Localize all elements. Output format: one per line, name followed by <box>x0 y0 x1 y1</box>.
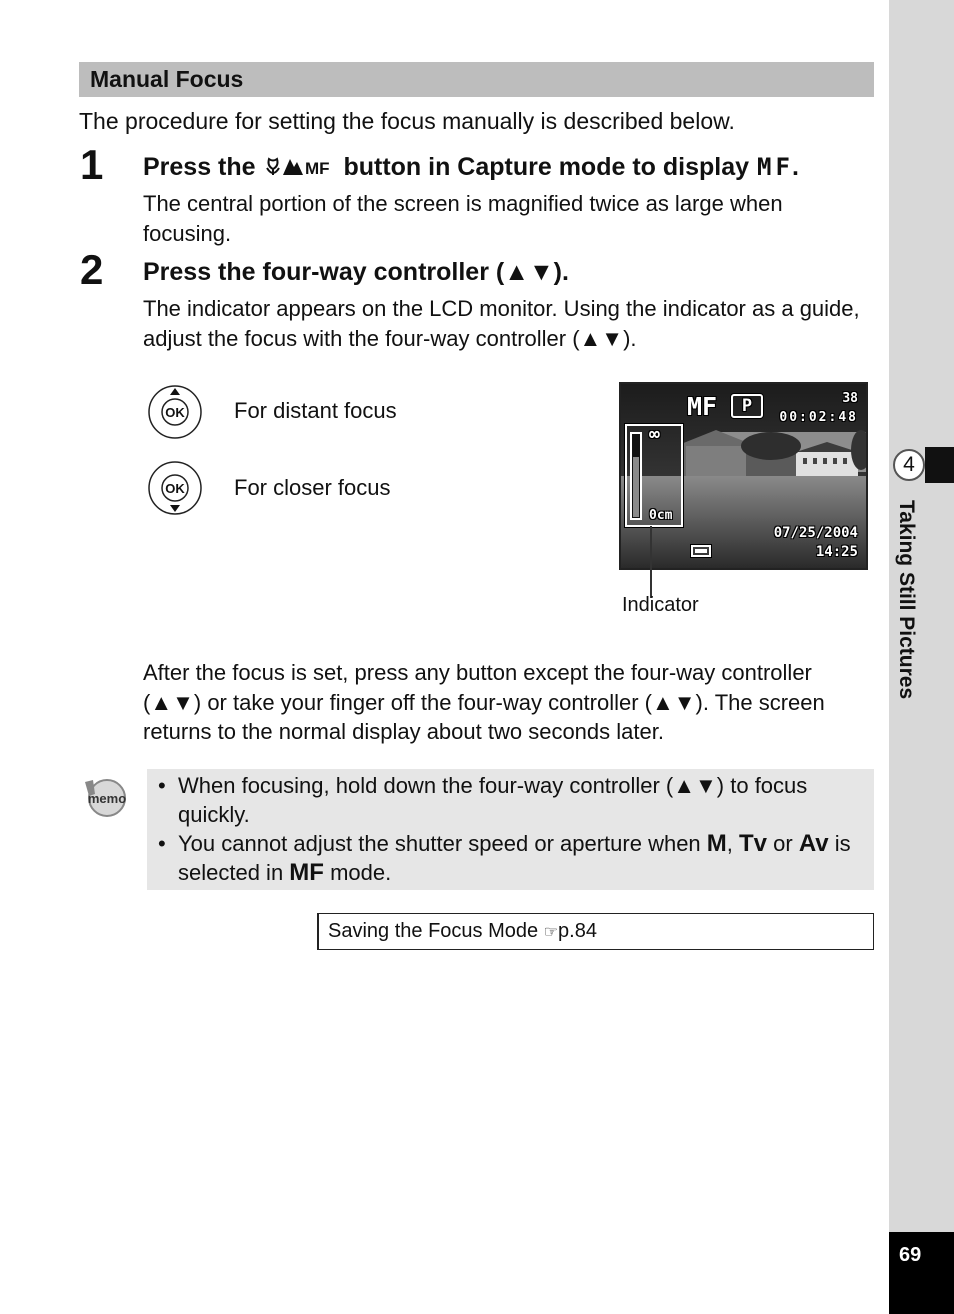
page-number: 69 <box>889 1232 954 1314</box>
step-2-title: Press the four-way controller (▲▼). <box>143 258 569 286</box>
step-1-body: The central portion of the screen is magnified twice as large when focusing. <box>143 191 783 246</box>
four-way-down-icon <box>147 460 203 516</box>
memo-item-text: You cannot adjust the shutter speed or aperture when M, Tv or Av is selected in MF mode. <box>178 830 851 886</box>
battery-icon <box>691 545 711 557</box>
step-1-title-end: . <box>791 153 799 182</box>
lcd-infinity-mark: ∞ <box>649 424 660 445</box>
reference-page-link[interactable]: p.84 <box>558 920 597 942</box>
svg-text:MF: MF <box>304 159 330 177</box>
pointing-hand-icon: ☞ <box>543 924 559 941</box>
reference-box <box>317 913 874 950</box>
lcd-near-mark: 0cm <box>649 508 673 523</box>
memo-box <box>147 769 874 890</box>
ok-button-text: OK <box>165 481 185 496</box>
lcd-date: 07/25/2004 <box>773 525 858 541</box>
step-1-number: 1 <box>80 141 104 188</box>
svg-text:MF: MF <box>756 154 790 179</box>
memo-item: • You cannot adjust the shutter speed or aperture when M, Tv or Av is selected in MF mode. <box>158 829 864 887</box>
step-1-title-a: Press the <box>143 153 263 182</box>
chapter-tab <box>925 447 954 483</box>
step-1-title <box>143 153 799 184</box>
closer-focus-label: For closer focus <box>234 475 391 500</box>
mf-mode-icon: MF <box>289 859 324 886</box>
after-focus-text: After the focus is set, press any button except the four-way controller (▲▼) or take your finger off the four-way controller (▲▼). The screen returns to the normal display about two seconds later. <box>143 660 825 744</box>
lcd-clock: 14:25 <box>815 544 858 560</box>
av-mode-icon: Av <box>798 830 829 857</box>
step-2-body: The indicator appears on the LCD monitor. Using the indicator as a guide, adjust the focus with the four-way controller (▲▼). <box>143 296 860 351</box>
focus-mode-button-icon <box>263 153 337 184</box>
lcd-mf-indicator: MF <box>687 392 718 421</box>
memo-item-text: When focusing, hold down the four-way controller (▲▼) to focus quickly. <box>178 773 808 827</box>
step-2-number: 2 <box>80 246 104 293</box>
lcd-monitor-screen <box>619 382 868 570</box>
focus-indicator-bar <box>630 432 642 520</box>
memo-item: • When focusing, hold down the four-way controller (▲▼) to focus quickly. <box>158 771 864 829</box>
section-header: Manual Focus <box>79 62 874 97</box>
indicator-label: Indicator <box>622 594 699 616</box>
distant-focus-label: For distant focus <box>234 398 397 423</box>
ok-button-text: OK <box>165 405 185 420</box>
indicator-leader-line <box>650 526 652 598</box>
chapter-number: 4 <box>893 449 925 481</box>
lcd-shots-remaining: 38 <box>842 391 858 406</box>
tv-mode-icon: Tv <box>739 830 768 857</box>
mf-mode-icon <box>756 153 792 181</box>
memo-icon-text: memo <box>87 791 127 806</box>
step-1-title-b: button in Capture mode to display <box>336 153 756 182</box>
reference-text: Saving the Focus Mode <box>328 920 544 942</box>
chapter-title: Taking Still Pictures <box>895 500 918 700</box>
four-way-up-icon <box>147 384 203 440</box>
m-mode-icon: M <box>706 830 727 857</box>
lcd-time-remaining: 00:02:48 <box>779 410 858 425</box>
intro-text: The procedure for setting the focus manually is described below. <box>79 108 735 134</box>
lcd-program-mode-icon: P <box>731 394 763 418</box>
memo-icon <box>81 776 131 818</box>
